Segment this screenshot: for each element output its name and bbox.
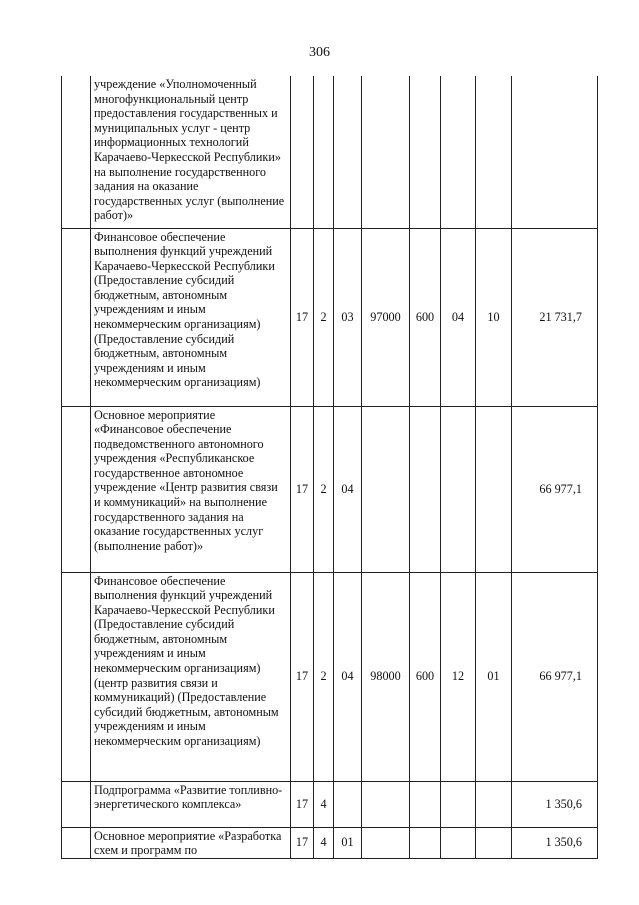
blank-cell	[62, 228, 91, 406]
table-row	[62, 572, 598, 781]
code-cell-subprogram: 4	[314, 827, 334, 858]
code-cell-section	[441, 781, 476, 827]
code-cell-program	[291, 76, 314, 228]
code-cell-subprogram	[314, 76, 334, 228]
row-name-cell: Финансовое обеспечение выполнения функций учреждений Карачаево-Черкесской Республики (Предоставление субсидий бюджетным, автономным учреждениям и иным некоммерческим организациям) (центр развития связи и коммуникаций) (Предоставление субсидий бюджетным, автономным учреждениям и иным некоммерческим организациям)	[91, 572, 291, 781]
amount-cell: 21 731,7	[512, 228, 598, 406]
row-name-cell: Основное мероприятие «Разработка схем и программ по	[91, 827, 291, 858]
code-cell-direction	[362, 406, 410, 572]
code-cell-subsection	[476, 406, 512, 572]
blank-cell	[62, 572, 91, 781]
code-cell-subprogram: 4	[314, 781, 334, 827]
code-cell-program: 17	[291, 827, 314, 858]
code-cell-subsection	[476, 827, 512, 858]
code-cell-subsection	[476, 76, 512, 228]
code-cell-expense-type	[410, 827, 441, 858]
amount-cell	[512, 76, 598, 228]
code-cell-activity: 01	[334, 827, 362, 858]
code-cell-expense-type: 600	[410, 572, 441, 781]
table-row	[62, 228, 598, 406]
code-cell-activity: 04	[334, 572, 362, 781]
code-cell-activity	[334, 76, 362, 228]
code-cell-direction: 98000	[362, 572, 410, 781]
code-cell-program: 17	[291, 781, 314, 827]
code-cell-expense-type	[410, 406, 441, 572]
code-cell-subprogram: 2	[314, 406, 334, 572]
code-cell-program: 17	[291, 406, 314, 572]
code-cell-subsection: 01	[476, 572, 512, 781]
row-name-cell: Основное мероприятие «Финансовое обеспечение подведомственного автономного учреждения «Республиканское государственное автономное учреждение «Центр развития связи и коммуникаций» на выполнение государственного задания на оказание государственных услуг (выполнение работ)»	[91, 406, 291, 572]
code-cell-activity: 04	[334, 406, 362, 572]
code-cell-section	[441, 76, 476, 228]
amount-cell: 1 350,6	[512, 827, 598, 858]
table-row	[62, 76, 598, 228]
budget-table	[61, 76, 598, 859]
amount-cell: 66 977,1	[512, 572, 598, 781]
blank-cell	[62, 827, 91, 858]
code-cell-subprogram: 2	[314, 228, 334, 406]
code-cell-section	[441, 406, 476, 572]
code-cell-section: 12	[441, 572, 476, 781]
code-cell-activity: 03	[334, 228, 362, 406]
blank-cell	[62, 76, 91, 228]
code-cell-program: 17	[291, 572, 314, 781]
amount-cell: 66 977,1	[512, 406, 598, 572]
page-number: 306	[309, 45, 330, 60]
code-cell-subsection: 10	[476, 228, 512, 406]
code-cell-expense-type	[410, 76, 441, 228]
table-row	[62, 406, 598, 572]
table-row	[62, 781, 598, 827]
table-row	[62, 827, 598, 858]
code-cell-subprogram: 2	[314, 572, 334, 781]
code-cell-direction	[362, 827, 410, 858]
code-cell-program: 17	[291, 228, 314, 406]
code-cell-section: 04	[441, 228, 476, 406]
amount-cell: 1 350,6	[512, 781, 598, 827]
code-cell-direction: 97000	[362, 228, 410, 406]
code-cell-section	[441, 827, 476, 858]
blank-cell	[62, 406, 91, 572]
row-name-cell: Подпрограмма «Развитие топливно-энергетического комплекса»	[91, 781, 291, 827]
code-cell-expense-type: 600	[410, 228, 441, 406]
code-cell-activity	[334, 781, 362, 827]
row-name-cell: Финансовое обеспечение выполнения функций учреждений Карачаево-Черкесской Республики (Предоставление субсидий бюджетным, автономным учреждениям и иным некоммерческим организациям) (Предоставление субсидий бюджетным, автономным учреждениям и иным некоммерческим организациям)	[91, 228, 291, 406]
code-cell-expense-type	[410, 781, 441, 827]
code-cell-direction	[362, 76, 410, 228]
code-cell-subsection	[476, 781, 512, 827]
code-cell-direction	[362, 781, 410, 827]
blank-cell	[62, 781, 91, 827]
row-name-cell: учреждение «Уполномоченный многофункциональный центр предоставления государственных и муниципальных услуг - центр информационных технологий Карачаево-Черкесской Республики» на выполнение государственного задания на оказание государственных услуг (выполнение работ)»	[91, 76, 291, 228]
